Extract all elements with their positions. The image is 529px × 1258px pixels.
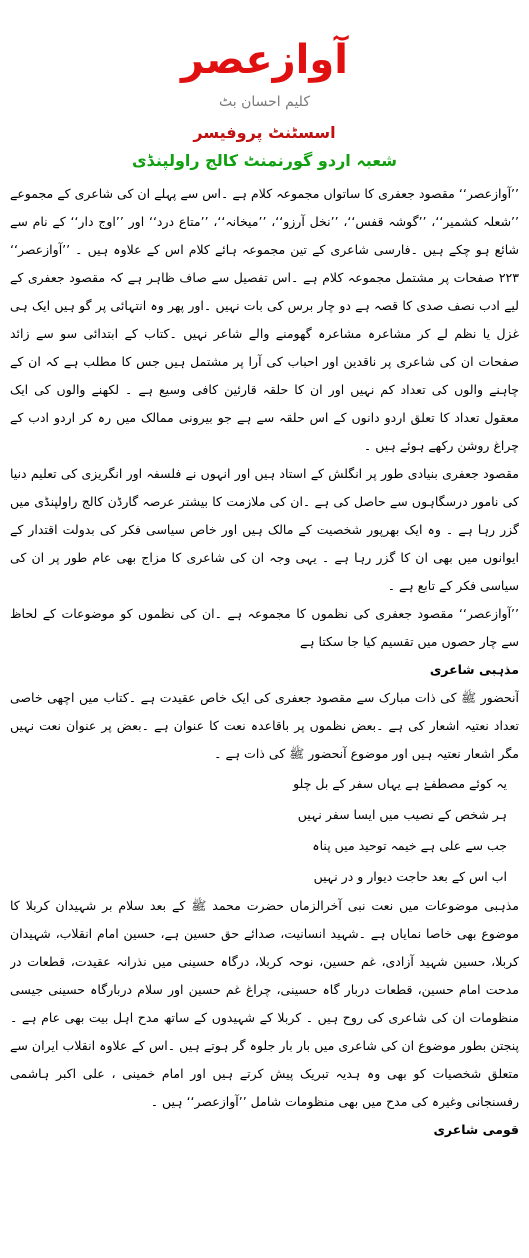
author-name: کلیم احسان بٹ — [219, 94, 310, 110]
verse-line: یہ کوئے مصطفےٰ ہے یہاں سفر کے بل چلو — [293, 776, 507, 791]
section-heading: قومی شاعری — [433, 1122, 519, 1137]
paragraph: ’’آوازعصر‘‘ مقصود جعفری کا ساتواں مجموعہ کلام ہے ۔اس سے پہلے ان کی شاعری کے مجموعے ’’شعلہ کشمیر‘‘، ’’گوشہ قفس‘‘، ’’نخل آرزو‘‘، ’’میخانہ‘‘، ’’متاع درد‘‘ اور ’’اوج دار‘‘ کے نام سے شائع ہو چکے ہیں ۔فارسی شاعری کے تین مجموعہ ہائے کلام اس کے علاوہ ہیں ۔ ’’آوازعصر‘‘ ۲۲۳ صفحات پر مشتمل مجموعہ کلام ہے ۔اس تفصیل سے صاف ظاہر ہے کہ مقصود جعفری کے لیے ادب نصف صدی کا قصہ ہے دو چار برس کی بات نہیں ۔اور پھر وہ انتہائی پر گو ہیں ایک ہی غزل یا نظم لے کر مشاعرہ مشاعرہ گھومنے والے شاعر نہیں ۔کتاب کے ابتدائی سو سے زائد صفحات ان کی شاعری پر ناقدین اور احباب کی آرا پر مشتمل ہیں جس کا مطلب ہے کہ ان کے چاہنے والوں کی تعداد کم نہیں اور ان کا حلقہ قارئین کافی وسیع ہے ۔ لکھنے والوں کی ایک معقول تعداد کا تعلق اردو دانوں کے اس حلقہ سے ہے جو بیرونی ممالک میں رہ کر اردو ادب کے چراغ روشن رکھے ہوئے ہیں ۔ — [10, 186, 519, 453]
verse-line: ہر شخص کے نصیب میں ایسا سفر نہیں — [297, 807, 507, 822]
author-department: شعبہ اردو گورنمنٹ کالج راولپنڈی — [131, 151, 398, 170]
verse-line: اب اس کے بعد حاجت دیوار و در نہیں — [313, 869, 507, 884]
paragraph: مقصود جعفری بنیادی طور پر انگلش کے استاد ہیں اور انہوں نے فلسفہ اور انگریزی کی تعلیم دنیا کی نامور درسگاہوں سے حاصل کی ہے ۔ان کی ملازمت کا بیشتر عرصہ گارڈن کالج راولپنڈی میں گزر رہا ہے ۔ وہ ایک بھرپور شخصیت کے مالک ہیں اور خاص سیاسی فکر کی بدولت اقتدار کے ایوانوں میں بھی ان کا گزر رہا ہے ۔ یہی وجہ ان کی شاعری کا مزاج بھی عام طور پر ان کی سیاسی فکر کے تابع ہے ۔ — [10, 466, 519, 593]
paragraph: آنحضور ﷺ کی ذات مبارک سے مقصود جعفری کی ایک خاص عقیدت ہے ۔کتاب میں اچھی خاصی تعداد نعتیہ اشعار کی ہے ۔بعض نظموں پر باقاعدہ نعت کا عنوان ہے ۔بعض پر عنوان نعت نہیں مگر اشعار نعتیہ ہیں اور موضوع آنحضور ﷺ کی ذات ہے ۔ — [10, 690, 519, 761]
article-title: آوازعصر — [181, 37, 348, 83]
paragraph: مذہبی موضوعات میں نعت نبی آخرالزماں حضرت محمد ﷺ کے بعد سلام بر شہیدان کربلا کا موضوع بھی خاصا نمایاں ہے ۔شہید انسانیت، صدائے حق حسین ہے، حسین امام انقلاب، شہیدان کربلا، حسین شہید آزادی، غم حسین، نوحہ کربلا، درگاہ حسینی میں نذرانہ عقیدت، قطعات در مدحت امام حسین، قطعات دربار گاہ حسینی، چراغ غم حسین اور سلام دربارگاہ حسینی جیسی منظومات ان کی شاعری کی روح ہیں ۔ کربلا کے شہیدوں کے ساتھ مدح اہل بیت بھی عام ہے ۔ پنجتن بطور موضوع ان کی شاعری میں بار بار جلوہ گر ہوتے ہیں ۔اس کے علاوہ انقلاب ایران سے متعلق شخصیات کو بھی وہ ہدیہ تبریک پیش کرتے ہیں اور امام خمینی ، علی اکبر ہاشمی رفسنجانی وغیرہ کی مدح میں بھی منظومات شامل ’’آوازعصر‘‘ ہیں ۔ — [10, 898, 519, 1109]
verse-line: جب سے علی ہے خیمہ توحید میں پناہ — [312, 838, 507, 853]
paragraph: ’’آوازعصر‘‘ مقصود جعفری کی نظموں کا مجموعہ ہے ۔ان کی نظموں کو موضوعات کے لحاظ سے چار حصوں میں تقسیم کیا جا سکتا ہے — [10, 606, 519, 649]
author-designation: اسسٹنٹ پروفیسر — [193, 123, 336, 142]
section-heading: مذہبی شاعری — [429, 662, 519, 677]
article-body — [10, 180, 519, 1254]
